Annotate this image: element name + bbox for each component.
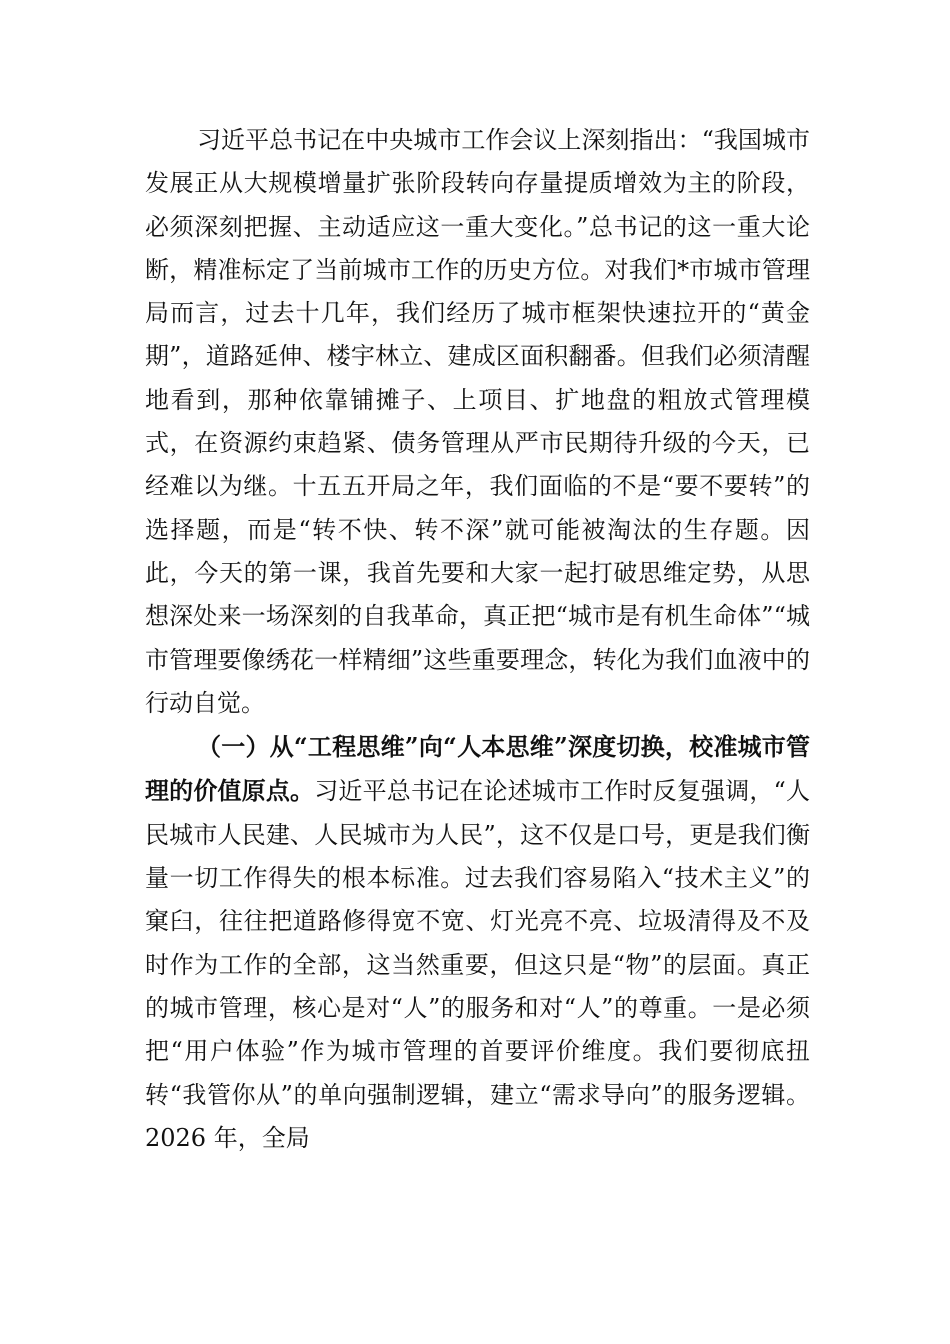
section-1-heading: （一）从“工程思维”向“人本思维”深度切换，校准城市管理的价值原点。 [145,732,810,806]
intro-paragraph [145,119,810,725]
intro-paragraph-text: 习近平总书记在中央城市工作会议上深刻指出：“我国城市发展正从大规模增量扩张阶段转向存量提质增效为主的阶段，必须深刻把握、主动适应这一重大变化。”总书记的这一重大论断，精准标定了当前城市工作的历史方位。对我们*市城市管理局而言，过去十几年，我们经历了城市框架快速拉开的“黄金期”，道路延伸、楼宇林立、建成区面积翻番。但我们必须清醒地看到，那种依靠铺摊子、上项目、扩地盘的粗放式管理模式，在资源约束趋紧、债务管理从严市民期待升级的今天，已经难以为继。十五五开局之年，我们面临的不是“要不要转”的选择题，而是“转不快、转不深”就可能被淘汰的生存题。因此，今天的第一课，我首先要和大家一起打破思维定势，从思想深处来一场深刻的自我革命，真正把“城市是有机生命体”“城市管理要像绣花一样精细”这些重要理念，转化为我们血液中的行动自觉。 [145,126,810,717]
document-body [145,119,810,1160]
section-1-body: 习近平总书记在论述城市工作时反复强调，“人民城市人民建、人民城市为人民”，这不仅是口号，更是我们衡量一切工作得失的根本标准。过去我们容易陷入“技术主义”的窠臼，往往把道路修得宽不宽、灯光亮不亮、垃圾清得及不及时作为工作的全部，这当然重要，但这只是“物”的层面。真正的城市管理，核心是对“人”的服务和对“人”的尊重。一是必须把“用户体验”作为城市管理的首要评价维度。我们要彻底扭转“我管你从”的单向强制逻辑，建立“需求导向”的服务逻辑。2026 年，全局 [145,777,810,1152]
section-1-paragraph [145,725,810,1160]
